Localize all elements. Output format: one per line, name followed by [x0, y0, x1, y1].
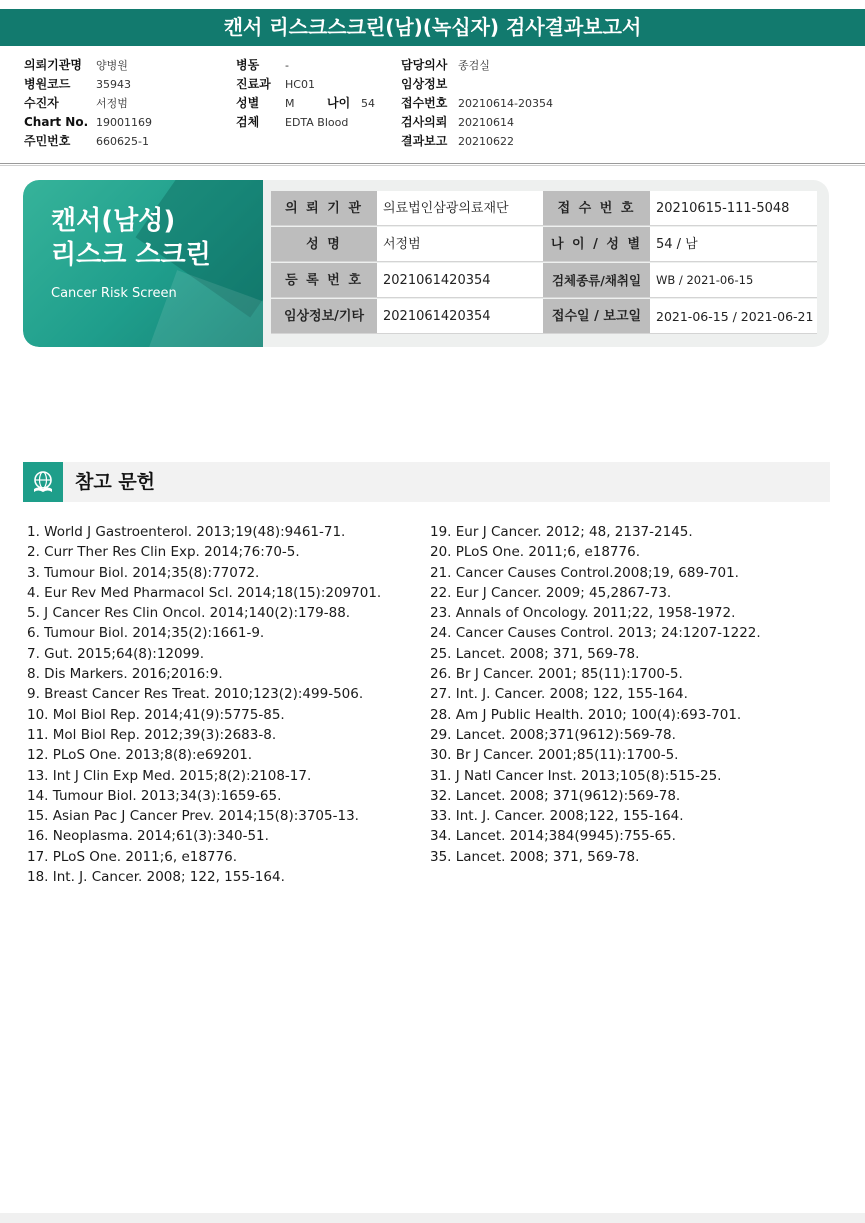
header-value: 35943 — [96, 78, 131, 91]
header-field — [401, 113, 553, 132]
reference-item: 4. Eur Rev Med Pharmacol Scl. 2014;18(15):209701. — [27, 584, 382, 601]
reference-item: 25. Lancet. 2008; 371, 569-78. — [430, 645, 640, 662]
reference-item: 7. Gut. 2015;64(8):12099. — [27, 645, 205, 662]
header-column-1 — [24, 56, 152, 151]
summary-card — [23, 180, 829, 347]
reference-item: 34. Lancet. 2014;384(9945):755-65. — [430, 828, 676, 845]
reference-item: 22. Eur J Cancer. 2009; 45,2867-73. — [430, 584, 672, 601]
info-key: 의 뢰 기 관 — [271, 191, 377, 226]
reference-item: 17. PLoS One. 2011;6, e18776. — [27, 848, 237, 865]
reference-item: 2. Curr Ther Res Clin Exp. 2014;76:70-5. — [27, 544, 300, 561]
header-value: 20210622 — [458, 135, 514, 148]
header-value: 서정범 — [96, 97, 128, 110]
reference-item: 19. Eur J Cancer. 2012; 48, 2137-2145. — [430, 524, 693, 540]
reference-item: 8. Dis Markers. 2016;2016:9. — [27, 666, 223, 683]
header-column-2 — [236, 56, 375, 132]
reference-item: 6. Tumour Biol. 2014;35(2):1661-9. — [27, 625, 265, 642]
header-field — [236, 113, 375, 132]
info-key: 임상정보/기타 — [271, 299, 377, 334]
page-footer-bar — [0, 1213, 865, 1223]
header-divider — [0, 165, 865, 166]
reference-item: 26. Br J Cancer. 2001; 85(11):1700-5. — [430, 666, 683, 683]
header-label: 수진자 — [24, 96, 59, 110]
age-label: 나이 — [327, 96, 351, 110]
header-label: 결과보고 — [401, 134, 448, 148]
reference-item: 3. Tumour Biol. 2014;35(8):77072. — [27, 564, 260, 581]
report-title: 캔서 리스크스크린(남)(녹십자) 검사결과보고서 — [0, 9, 865, 46]
header-label: 검체 — [236, 115, 260, 129]
header-label: 임상정보 — [401, 77, 448, 91]
header-label: 담당의사 — [401, 58, 448, 72]
reference-item: 11. Mol Biol Rep. 2012;39(3):2683-8. — [27, 726, 277, 743]
info-key: 검체종류/채취일 — [543, 263, 650, 298]
reference-item: 24. Cancer Causes Control. 2013; 24:1207-1222. — [430, 625, 761, 642]
references-title: 참고 문헌 — [75, 471, 156, 493]
globe-book-icon — [23, 462, 63, 502]
header-field — [401, 94, 553, 113]
reference-item: 21. Cancer Causes Control.2008;19, 689-701. — [430, 564, 739, 581]
info-key: 접 수 번 호 — [543, 191, 650, 226]
header-label: 성별 — [236, 96, 260, 110]
reference-item: 33. Int. J. Cancer. 2008;122, 155-164. — [430, 808, 684, 825]
references-list-left — [27, 522, 381, 887]
reference-item: 15. Asian Pac J Cancer Prev. 2014;15(8):3705-13. — [27, 808, 359, 825]
reference-item: 9. Breast Cancer Res Treat. 2010;123(2):499-506. — [27, 686, 364, 703]
header-value: M — [285, 97, 295, 110]
banner-subtitle: Cancer Risk Screen — [51, 286, 177, 301]
reference-item: 27. Int. J. Cancer. 2008; 122, 155-164. — [430, 686, 688, 703]
reference-item: 14. Tumour Biol. 2013;34(3):1659-65. — [27, 787, 282, 804]
info-value: 2021-06-15 / 2021-06-21 — [650, 299, 817, 334]
header-field — [401, 132, 553, 151]
info-value: 의료법인삼광의료재단 — [377, 191, 543, 226]
reference-item: 35. Lancet. 2008; 371, 569-78. — [430, 848, 640, 865]
header-label: 병원코드 — [24, 77, 71, 91]
info-value: 20210615-111-5048 — [650, 191, 817, 226]
reference-item: 28. Am J Public Health. 2010; 100(4):693-701. — [430, 706, 742, 723]
header-value: 20210614-20354 — [458, 97, 553, 110]
header-label: 의뢰기관명 — [24, 58, 82, 72]
header-column-3 — [401, 56, 553, 151]
reference-item: 1. World J Gastroenterol. 2013;19(48):9461-71. — [27, 524, 346, 540]
header-field — [24, 94, 152, 113]
reference-item: 29. Lancet. 2008;371(9612):569-78. — [430, 726, 676, 743]
header-label: Chart No. — [24, 115, 89, 129]
header-field — [401, 56, 553, 75]
reference-item: 20. PLoS One. 2011;6, e18776. — [430, 544, 640, 561]
age-value: 54 — [361, 97, 375, 110]
header-field — [236, 56, 375, 75]
reference-item: 5. J Cancer Res Clin Oncol. 2014;140(2):179-88. — [27, 605, 351, 622]
header-label: 병동 — [236, 58, 260, 72]
header-value: 종검실 — [458, 59, 490, 72]
header-divider — [0, 163, 865, 164]
info-key: 등 록 번 호 — [271, 263, 377, 298]
header-value: EDTA Blood — [285, 116, 349, 129]
header-value: 19001169 — [96, 116, 152, 129]
header-value: 660625-1 — [96, 135, 149, 148]
header-value: 20210614 — [458, 116, 514, 129]
reference-item: 16. Neoplasma. 2014;61(3):340-51. — [27, 828, 269, 845]
header-label: 진료과 — [236, 77, 271, 91]
banner-title-line2: 리스크 스크린 — [51, 240, 211, 270]
info-key: 나 이 / 성 별 — [543, 227, 650, 262]
header-field — [24, 56, 152, 75]
header-label: 검사의뢰 — [401, 115, 448, 129]
banner-title-line1: 캔서(남성) — [51, 206, 176, 236]
info-value: 2021061420354 — [377, 299, 543, 334]
header-label: 주민번호 — [24, 134, 71, 148]
header-field — [24, 132, 152, 151]
reference-item: 23. Annals of Oncology. 2011;22, 1958-1972. — [430, 605, 736, 622]
reference-item: 13. Int J Clin Exp Med. 2015;8(2):2108-17. — [27, 767, 312, 784]
header-field — [236, 75, 375, 94]
info-key: 접수일 / 보고일 — [543, 299, 650, 334]
header-label: 접수번호 — [401, 96, 448, 110]
header-field — [401, 75, 553, 94]
references-list-right — [430, 522, 761, 867]
info-key: 성 명 — [271, 227, 377, 262]
reference-item: 18. Int. J. Cancer. 2008; 122, 155-164. — [27, 869, 285, 886]
reference-item: 12. PLoS One. 2013;8(8):e69201. — [27, 747, 253, 764]
reference-item: 31. J Natl Cancer Inst. 2013;105(8):515-25. — [430, 767, 722, 784]
header-value: HC01 — [285, 78, 315, 91]
reference-item: 32. Lancet. 2008; 371(9612):569-78. — [430, 787, 681, 804]
info-value: 2021061420354 — [377, 263, 543, 298]
header-field — [236, 94, 375, 113]
header-value: - — [285, 59, 289, 72]
reference-item: 30. Br J Cancer. 2001;85(11):1700-5. — [430, 747, 679, 764]
info-value: WB / 2021-06-15 — [650, 263, 817, 298]
header-field — [24, 113, 152, 132]
info-value: 54 / 남 — [650, 227, 817, 262]
references-header — [23, 462, 830, 502]
product-banner — [23, 180, 263, 347]
info-value: 서정범 — [377, 227, 543, 262]
header-field — [24, 75, 152, 94]
header-value: 양병원 — [96, 59, 128, 72]
reference-item: 10. Mol Biol Rep. 2014;41(9):5775-85. — [27, 706, 285, 723]
